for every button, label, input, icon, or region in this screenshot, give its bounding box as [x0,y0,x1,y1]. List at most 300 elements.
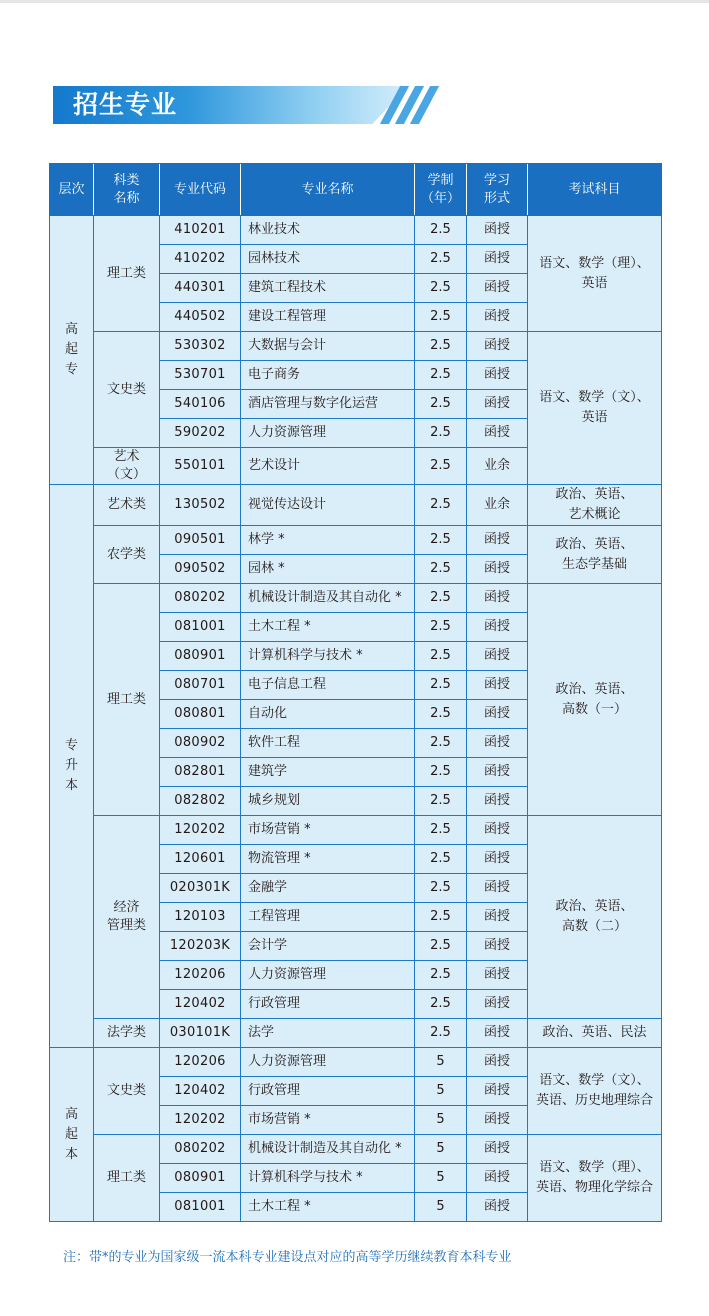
major-cell [241,526,415,555]
duration-cell-text: 2.5 [430,222,451,237]
major-cell-text: 建设工程管理 [248,309,327,324]
code-cell-text: 120202 [174,822,226,837]
code-cell [160,584,241,613]
mode-cell-text: 函授 [483,735,510,750]
category-cell [94,216,160,332]
duration-cell [415,1048,467,1077]
category-cell-text: 艺术类 [106,497,146,512]
major-cell-text: 土木工程 * [248,619,311,634]
category-cell-text: 理工类 [106,691,146,707]
code-cell [160,787,241,816]
code-cell [160,274,241,303]
duration-cell-text: 5 [436,1083,445,1098]
code-cell [160,1164,241,1193]
duration-cell-text: 2.5 [430,880,451,895]
major-cell-text: 园林技术 [248,251,301,266]
exam-cell-text: 语文、数学（文）、 英语 [539,390,650,425]
major-cell [241,874,415,903]
major-cell-text: 建筑学 [248,764,288,779]
mode-cell-text: 函授 [483,338,510,353]
code-cell [160,845,241,874]
mode-cell [467,932,528,961]
header-duration: 学制 （年） [415,164,467,216]
code-cell-text: 120206 [174,967,226,982]
code-cell-text: 530302 [174,338,226,353]
exam-cell [528,1135,662,1222]
header-exam: 考试科目 [528,164,662,216]
duration-cell-text: 2.5 [430,793,451,808]
duration-cell [415,390,467,419]
section-banner [53,86,413,124]
duration-cell [415,874,467,903]
mode-cell [467,555,528,584]
exam-cell-text: 政治、英语、 高数（一） [555,681,634,717]
major-cell-text: 物流管理 * [248,851,311,866]
mode-cell [467,390,528,419]
duration-cell-text: 2.5 [430,497,451,512]
duration-cell [415,584,467,613]
duration-cell-text: 5 [436,1170,445,1185]
level-cell [50,216,94,485]
code-cell [160,332,241,361]
major-cell [241,1135,415,1164]
duration-cell-text: 2.5 [430,996,451,1011]
mode-cell-text: 函授 [483,309,510,324]
major-cell [241,990,415,1019]
exam-cell-text: 政治、英语、 艺术概论 [555,487,634,522]
major-cell [241,758,415,787]
duration-cell [415,700,467,729]
mode-cell [467,1135,528,1164]
mode-cell-text: 函授 [483,251,510,266]
major-cell [241,642,415,671]
major-cell-text: 建筑工程技术 [248,280,327,295]
duration-cell-text: 2.5 [430,425,451,440]
code-cell [160,671,241,700]
header-mode: 学习 形式 [467,164,528,216]
code-cell-text: 082802 [174,793,226,808]
major-cell-text: 金融学 [248,880,288,895]
duration-cell [415,961,467,990]
mode-cell-text: 函授 [483,967,510,982]
major-cell [241,932,415,961]
major-cell-text: 市场营销 * [248,1112,311,1127]
major-cell-text: 人力资源管理 [248,425,327,440]
major-cell-text: 艺术设计 [248,458,301,473]
level-cell-text: 高 起 专 [64,322,78,377]
duration-cell [415,787,467,816]
mode-cell [467,361,528,390]
major-cell-text: 计算机科学与技术 * [248,648,363,663]
duration-cell-text: 2.5 [430,338,451,353]
code-cell-text: 080801 [174,706,226,721]
mode-cell-text: 函授 [483,648,510,663]
major-cell [241,303,415,332]
major-cell-text: 行政管理 [248,1083,301,1098]
code-cell-text: 080202 [174,590,226,605]
major-cell-text: 电子信息工程 [248,677,327,692]
mode-cell-text: 业余 [483,497,510,512]
major-cell-text: 工程管理 [248,909,301,924]
mode-cell-text: 函授 [483,1054,510,1069]
exam-cell-text: 政治、英语、民法 [542,1025,647,1040]
duration-cell [415,1193,467,1222]
duration-cell [415,419,467,448]
mode-cell-text: 函授 [483,851,510,866]
major-cell-text: 园林 * [248,561,285,576]
major-cell [241,903,415,932]
major-cell-text: 行政管理 [248,996,301,1011]
major-cell [241,1106,415,1135]
code-cell [160,485,241,526]
duration-cell-text: 5 [436,1054,445,1069]
major-cell-text: 视觉传达设计 [248,497,327,512]
duration-cell [415,845,467,874]
code-cell-text: 120206 [174,1054,226,1069]
code-cell [160,903,241,932]
mode-cell-text: 函授 [483,561,510,576]
duration-cell-text: 2.5 [430,706,451,721]
mode-cell [467,1048,528,1077]
code-cell [160,1077,241,1106]
mode-cell [467,1077,528,1106]
mode-cell-text: 函授 [483,1141,510,1156]
mode-cell-text: 函授 [483,619,510,634]
category-cell-text: 文史类 [106,381,146,397]
duration-cell-text: 2.5 [430,909,451,924]
mode-cell [467,903,528,932]
exam-cell-text: 语文、数学（理）、 英语、物理化学综合 [535,1160,653,1195]
duration-cell [415,1164,467,1193]
code-cell-text: 440502 [174,309,226,324]
header-code: 专业代码 [160,164,241,216]
code-cell-text: 120402 [174,1083,226,1098]
major-cell-text: 法学 [248,1025,275,1040]
code-cell-text: 081001 [174,1199,226,1214]
mode-cell [467,961,528,990]
duration-cell [415,671,467,700]
mode-cell [467,485,528,526]
exam-cell [528,485,662,526]
code-cell-text: 081001 [174,619,226,634]
major-cell [241,729,415,758]
category-cell [94,485,160,526]
category-cell [94,526,160,584]
code-cell [160,758,241,787]
code-cell-text: 080901 [174,648,226,663]
duration-cell-text: 2.5 [430,648,451,663]
duration-cell-text: 2.5 [430,764,451,779]
duration-cell [415,303,467,332]
code-cell-text: 410202 [174,251,226,266]
major-cell-text: 会计学 [248,938,288,953]
duration-cell [415,216,467,245]
major-cell-text: 大数据与会计 [248,338,327,353]
code-cell [160,1048,241,1077]
mode-cell-text: 函授 [483,222,510,237]
duration-cell [415,526,467,555]
code-cell-text: 120103 [174,909,226,924]
major-cell-text: 人力资源管理 [248,1054,327,1069]
duration-cell [415,555,467,584]
mode-cell-text: 业余 [483,458,510,473]
category-cell-text: 理工类 [106,265,146,281]
code-cell-text: 120202 [174,1112,226,1127]
major-cell [241,448,415,485]
category-cell-text: 经济 管理类 [106,900,146,933]
category-cell-text: 法学类 [106,1025,146,1040]
exam-cell [528,1019,662,1048]
major-cell [241,1048,415,1077]
duration-cell-text: 2.5 [430,590,451,605]
major-cell [241,555,415,584]
code-cell [160,961,241,990]
code-cell [160,700,241,729]
code-cell-text: 440301 [174,280,226,295]
level-cell [50,1048,94,1222]
duration-cell-text: 2.5 [430,367,451,382]
code-cell-text: 080901 [174,1170,226,1185]
mode-cell-text: 函授 [483,590,510,605]
major-cell-text: 机械设计制造及其自动化 * [248,590,402,605]
code-cell [160,1106,241,1135]
major-cell-text: 酒店管理与数字化运营 [248,396,379,411]
major-cell [241,1077,415,1106]
mode-cell [467,1019,528,1048]
major-cell-text: 电子商务 [248,367,301,382]
code-cell-text: 090501 [174,532,226,547]
footnote: 注：带*的专业为国家级一流本科专业建设点对应的高等学历继续教育本科专业 [63,1250,512,1265]
major-cell [241,787,415,816]
duration-cell-text: 2.5 [430,458,451,473]
mode-cell [467,274,528,303]
mode-cell-text: 函授 [483,764,510,779]
duration-cell-text: 2.5 [430,822,451,837]
duration-cell-text: 2.5 [430,309,451,324]
major-cell-text: 自动化 [248,706,288,721]
duration-cell-text: 5 [436,1199,445,1214]
code-cell [160,245,241,274]
duration-cell [415,1106,467,1135]
exam-cell-text: 语文、数学（理）、 英语 [539,255,650,291]
mode-cell-text: 函授 [483,880,510,895]
mode-cell [467,729,528,758]
exam-cell [528,216,662,332]
duration-cell [415,903,467,932]
category-cell [94,1048,160,1135]
major-cell [241,584,415,613]
mode-cell-text: 函授 [483,938,510,953]
mode-cell [467,245,528,274]
mode-cell-text: 函授 [483,1199,510,1214]
major-cell [241,361,415,390]
code-cell [160,990,241,1019]
major-cell [241,216,415,245]
code-cell-text: 080701 [174,677,226,692]
duration-cell [415,613,467,642]
table-row [50,816,662,845]
mode-cell-text: 函授 [483,532,510,547]
duration-cell-text: 5 [436,1112,445,1127]
major-cell-text: 软件工程 [248,735,301,750]
category-cell-text: 农学类 [106,546,146,562]
code-cell-text: 090502 [174,561,226,576]
mode-cell-text: 函授 [483,1170,510,1185]
table-row [50,1048,662,1077]
major-cell-text: 林业技术 [248,222,301,237]
exam-cell-text: 政治、英语、 高数（二） [555,899,634,934]
major-cell-text: 机械设计制造及其自动化 * [248,1141,402,1156]
major-cell [241,961,415,990]
duration-cell-text: 2.5 [430,251,451,266]
major-cell [241,671,415,700]
duration-cell-text: 2.5 [430,735,451,750]
category-cell-text: 理工类 [106,1170,146,1185]
code-cell [160,361,241,390]
code-cell-text: 030101K [169,1025,231,1040]
code-cell [160,419,241,448]
exam-cell [528,584,662,816]
exam-cell-text: 语文、数学（文）、 英语、历史地理综合 [535,1073,653,1108]
major-cell [241,845,415,874]
table-row [50,216,662,245]
major-cell [241,613,415,642]
code-cell [160,874,241,903]
major-cell-text: 土木工程 * [248,1199,311,1214]
duration-cell [415,485,467,526]
duration-cell-text: 2.5 [430,619,451,634]
major-cell-text: 人力资源管理 [248,967,327,982]
duration-cell [415,758,467,787]
table-row [50,526,662,555]
duration-cell-text: 2.5 [430,1025,451,1040]
table-body [50,216,662,1222]
mode-cell [467,874,528,903]
duration-cell-text: 2.5 [430,851,451,866]
category-cell [94,1135,160,1222]
duration-cell [415,816,467,845]
mode-cell [467,1164,528,1193]
table-row [50,1135,662,1164]
header-level: 层次 [50,164,94,216]
mode-cell-text: 函授 [483,706,510,721]
code-cell [160,642,241,671]
mode-cell-text: 函授 [483,1025,510,1040]
mode-cell-text: 函授 [483,793,510,808]
table-row [50,332,662,361]
major-cell-text: 城乡规划 [248,793,301,808]
code-cell [160,216,241,245]
exam-cell [528,816,662,1019]
duration-cell [415,642,467,671]
code-cell [160,729,241,758]
mode-cell-text: 函授 [483,1112,510,1127]
duration-cell-text: 2.5 [430,280,451,295]
duration-cell-text: 5 [436,1141,445,1156]
category-cell [94,816,160,1019]
duration-cell [415,1077,467,1106]
code-cell-text: 530701 [174,367,226,382]
mode-cell [467,303,528,332]
duration-cell [415,361,467,390]
code-cell [160,1019,241,1048]
major-cell [241,1164,415,1193]
mode-cell-text: 函授 [483,367,510,382]
duration-cell-text: 2.5 [430,396,451,411]
major-cell [241,485,415,526]
duration-cell [415,1019,467,1048]
category-cell-text: 艺术 （文） [106,449,146,482]
code-cell-text: 590202 [174,425,226,440]
code-cell-text: 540106 [174,396,226,411]
mode-cell-text: 函授 [483,677,510,692]
duration-cell-text: 2.5 [430,561,451,576]
code-cell [160,932,241,961]
category-cell [94,448,160,485]
major-cell [241,390,415,419]
mode-cell [467,332,528,361]
code-cell-text: 550101 [174,458,226,473]
mode-cell [467,448,528,485]
duration-cell [415,990,467,1019]
duration-cell [415,1135,467,1164]
major-cell-text: 市场营销 * [248,822,311,837]
mode-cell [467,990,528,1019]
mode-cell [467,526,528,555]
mode-cell [467,816,528,845]
major-cell [241,816,415,845]
header-major: 专业名称 [241,164,415,216]
code-cell [160,1193,241,1222]
category-cell [94,332,160,448]
mode-cell [467,216,528,245]
level-cell [50,485,94,1048]
table-row [50,485,662,526]
major-cell [241,1193,415,1222]
code-cell [160,390,241,419]
code-cell [160,303,241,332]
duration-cell [415,932,467,961]
duration-cell [415,448,467,485]
section-title: 招生专业 [73,90,178,119]
major-cell-text: 计算机科学与技术 * [248,1170,363,1185]
duration-cell [415,332,467,361]
code-cell [160,555,241,584]
code-cell [160,526,241,555]
major-cell [241,700,415,729]
mode-cell [467,584,528,613]
code-cell-text: 120601 [174,851,226,866]
code-cell-text: 120203K [169,938,231,953]
mode-cell-text: 函授 [483,396,510,411]
mode-cell-text: 函授 [483,822,510,837]
duration-cell-text: 2.5 [430,532,451,547]
major-cell [241,245,415,274]
exam-cell [528,1048,662,1135]
level-cell-text: 高 起 本 [64,1106,78,1162]
duration-cell [415,274,467,303]
table-row [50,1019,662,1048]
mode-cell [467,642,528,671]
major-cell-text: 林学 * [248,532,285,547]
mode-cell-text: 函授 [483,996,510,1011]
mode-cell [467,1106,528,1135]
level-cell-text: 专 升 本 [64,738,78,793]
code-cell-text: 120402 [174,996,226,1011]
mode-cell [467,700,528,729]
major-cell [241,1019,415,1048]
code-cell [160,1135,241,1164]
